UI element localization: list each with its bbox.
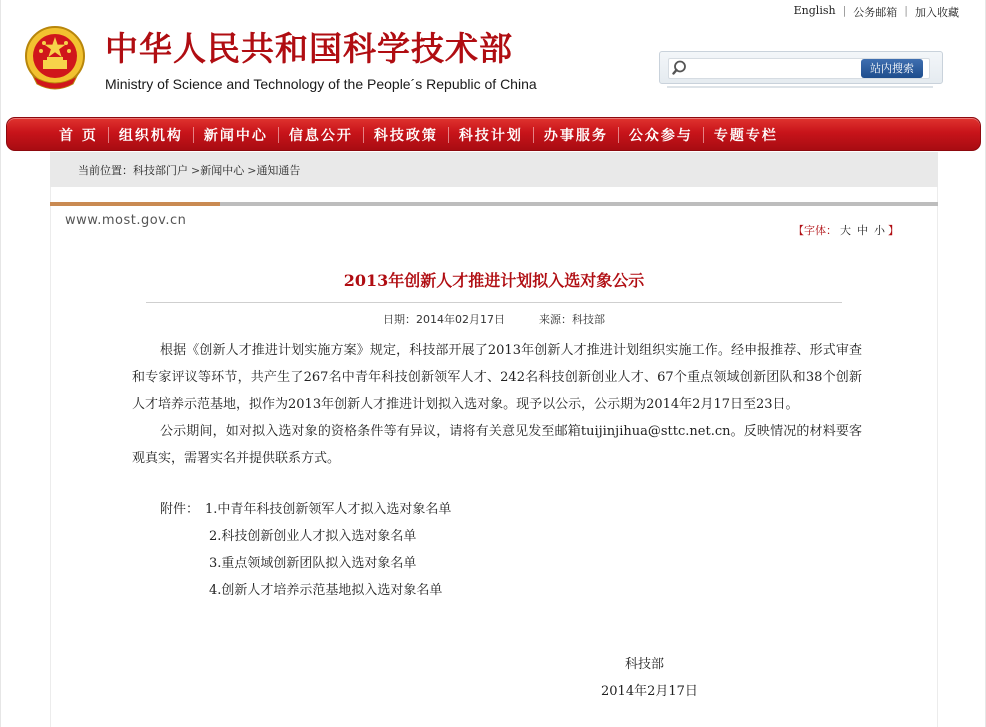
- top-link-separator: |: [904, 4, 908, 17]
- nav-separator: [533, 127, 534, 143]
- breadcrumb-prefix: 当前位置：: [78, 164, 133, 177]
- site-title-cn: 中华人民共和国科学技术部: [105, 29, 513, 68]
- nav-item-organization[interactable]: 组织机构: [118, 128, 183, 144]
- nav-item-disclosure[interactable]: 信息公开: [288, 128, 353, 144]
- english-link[interactable]: English: [793, 4, 836, 17]
- nav-separator: [278, 127, 279, 143]
- article-meta: [1, 311, 986, 327]
- title-divider: [146, 302, 842, 303]
- font-size-medium[interactable]: 中: [857, 224, 868, 237]
- nav-item-policy[interactable]: 科技政策: [373, 128, 438, 144]
- main-nav: [6, 117, 981, 151]
- article-body: [132, 337, 862, 472]
- add-favorite-link[interactable]: 加入收藏: [915, 6, 959, 19]
- font-size-open: 【字体：: [793, 224, 837, 237]
- nav-separator: [363, 127, 364, 143]
- nav-separator: [193, 127, 194, 143]
- top-links: [794, 4, 959, 20]
- attachment-link-3[interactable]: 3.重点领域创新团队拟入选对象名单: [209, 556, 417, 571]
- breadcrumb-separator: >: [191, 164, 201, 177]
- attachment-link-2[interactable]: 2.科技创新创业人才拟入选对象名单: [209, 529, 417, 544]
- attachment-link-4[interactable]: 4.创新人才培养示范基地拟入选对象名单: [209, 583, 443, 598]
- breadcrumb-item-news[interactable]: 新闻中心: [200, 164, 245, 177]
- nav-separator: [448, 127, 449, 143]
- font-size-small[interactable]: 小: [874, 224, 885, 237]
- nav-item-news[interactable]: 新闻中心: [203, 128, 268, 144]
- attachments-label: 附件：: [160, 502, 200, 517]
- nav-item-home[interactable]: 首 页: [59, 128, 98, 144]
- search-input[interactable]: [694, 60, 854, 76]
- font-size-large[interactable]: 大: [840, 224, 851, 237]
- nav-separator: [703, 127, 704, 143]
- nav-item-topics[interactable]: 专题专栏: [713, 128, 778, 144]
- article-paragraph: 公示期间，如对拟入选对象的资格条件等有异议，请将有关意见发至邮箱tuijinjihua@sttc.net.cn。反映情况的材料要客观真实，需署实名并提供联系方式。: [132, 424, 862, 466]
- article-title: 2013年创新人才推进计划拟入选对象公示: [343, 271, 645, 290]
- national-emblem-icon: [23, 24, 87, 92]
- magnifier-icon: [672, 59, 690, 77]
- site-search-button[interactable]: 站内搜索: [861, 59, 923, 78]
- font-size-selector: [793, 222, 899, 238]
- content-top-bar: [50, 202, 938, 206]
- nav-item-participation[interactable]: 公众参与: [628, 128, 693, 144]
- breadcrumb-item-notices[interactable]: 通知通告: [256, 164, 301, 177]
- nav-separator: [618, 127, 619, 143]
- nav-separator: [108, 127, 109, 143]
- official-mailbox-link[interactable]: 公务邮箱: [853, 6, 898, 19]
- article-date: 日期：2014年02月17日: [383, 313, 505, 326]
- breadcrumb-separator: >: [247, 164, 257, 177]
- breadcrumb-item-portal[interactable]: 科技部门户: [133, 164, 188, 177]
- signer: 科技部: [625, 657, 665, 672]
- content-top-bar-accent: [50, 202, 220, 206]
- breadcrumb: [50, 152, 938, 187]
- font-size-close: 】: [888, 224, 899, 237]
- nav-item-services[interactable]: 办事服务: [543, 128, 608, 144]
- search-underline: [667, 86, 933, 88]
- nav-item-programs[interactable]: 科技计划: [458, 128, 523, 144]
- article-paragraph: 根据《创新人才推进计划实施方案》规定，科技部开展了2013年创新人才推进计划组织实施工作。经申报推荐、形式审查和专家评议等环节，共产生了267名中青年科技创新领军人才、242名科技创新创业人才、67个重点领域创新团队和38个创新人才培养示范基地，拟作为2013年创新人才推进计划拟入选对象。现予以公示，公示期为2014年2月17日至23日。: [132, 343, 862, 412]
- search-box: [659, 51, 943, 84]
- sign-date: 2014年2月17日: [601, 684, 698, 699]
- site-title-en: Ministry of Science and Technology of the People´s Republic of China: [105, 76, 537, 92]
- article-source: 来源：科技部: [539, 313, 605, 326]
- top-link-separator: |: [842, 4, 847, 17]
- site-url: www.most.gov.cn: [65, 213, 187, 228]
- attachment-link-1[interactable]: 1.中青年科技创新领军人才拟入选对象名单: [205, 502, 452, 517]
